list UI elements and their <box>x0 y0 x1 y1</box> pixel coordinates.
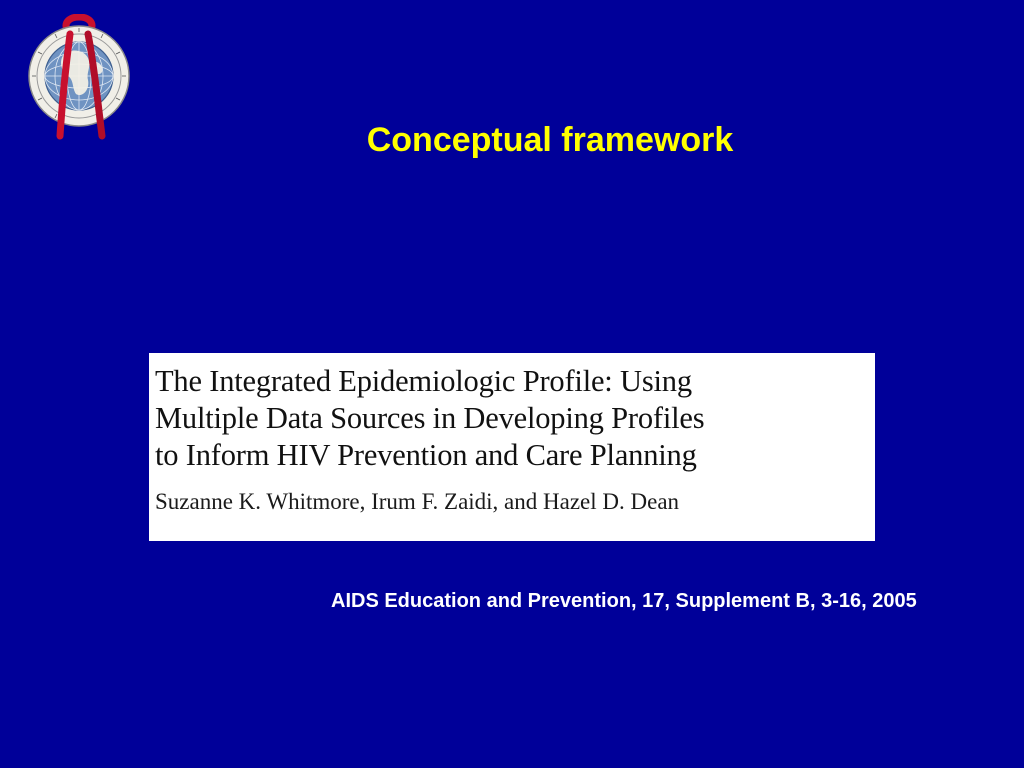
paper-title-image <box>149 353 875 541</box>
paper-title-line: The Integrated Epidemiologic Profile: Using <box>155 364 692 398</box>
paper-title-line: to Inform HIV Prevention and Care Planning <box>155 438 697 472</box>
slide-title: Conceptual framework <box>366 121 734 159</box>
paper-authors: Suzanne K. Whitmore, Irum F. Zaidi, and Hazel D. Dean <box>155 489 680 514</box>
pepfar-seal-icon <box>26 14 132 140</box>
paper-title <box>155 363 867 474</box>
paper-title-line: Multiple Data Sources in Developing Profiles <box>155 401 705 435</box>
journal-citation: AIDS Education and Prevention, 17, Supplement B, 3-16, 2005 <box>331 590 917 612</box>
